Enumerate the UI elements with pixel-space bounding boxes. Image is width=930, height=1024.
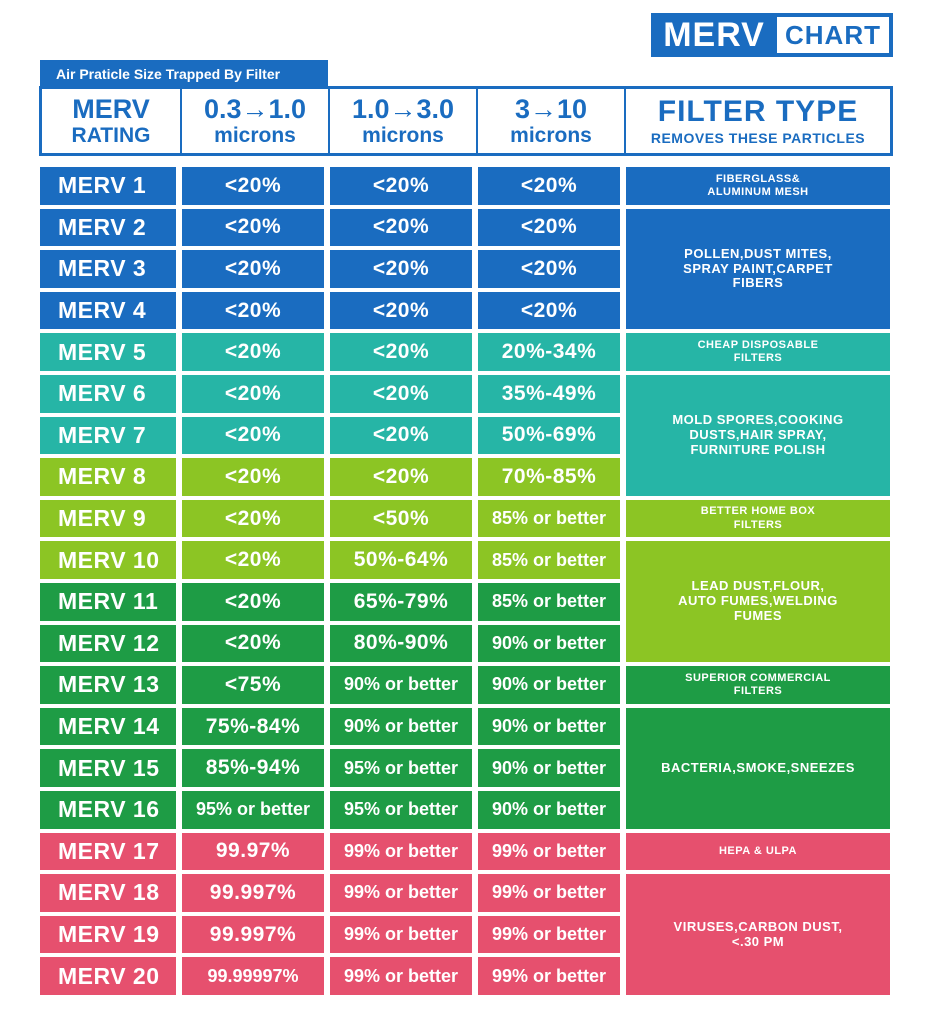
col-1-0-3-0-cell: <20% [330,375,472,413]
header-merv-rating [42,89,180,153]
col-1-0-3-0-cell: 99% or better [330,957,472,995]
col-0-3-1-0-cell: <20% [182,458,324,496]
merv-rating-cell: MERV 5 [40,333,176,371]
merv-rating-cell: MERV 18 [40,874,176,912]
filter-type-line: CHEAP DISPOSABLE [697,339,819,351]
filter-type-line: FIBERS [732,275,784,291]
header-rating-line2: RATING [71,124,151,147]
header-c1-line2: microns [214,124,296,147]
merv-rating-cell: MERV 20 [40,957,176,995]
col-0-3-1-0-cell: 75%-84% [182,708,324,746]
col-1-0-3-0-cell: <20% [330,458,472,496]
col-1-0-3-0-cell: <20% [330,209,472,247]
filter-type-line: BACTERIA,SMOKE,SNEEZES [661,759,855,775]
col-3-10-cell: 85% or better [478,583,620,621]
col-3-10-cell: 70%-85% [478,458,620,496]
merv-rating-cell: MERV 4 [40,292,176,330]
header-filter-line1: FILTER TYPE [657,95,859,128]
header-rating-line1: MERV [72,94,150,124]
filter-type-line: ALUMINUM MESH [707,185,809,198]
col-1-0-3-0-cell: <20% [330,292,472,330]
col-0-3-1-0-cell: <20% [182,541,324,579]
col-0-3-1-0-cell: <20% [182,417,324,455]
col-0-3-1-0-cell: <20% [182,583,324,621]
filter-type-line: BETTER HOME BOX [700,505,816,518]
badge-chart-text: CHART [777,17,889,53]
filter-type-line: LEAD DUST,FLOUR, [691,578,825,594]
merv-rating-cell: MERV 1 [40,167,176,205]
merv-rating-cell: MERV 7 [40,417,176,455]
col-1-0-3-0-cell: <20% [330,333,472,371]
col-3-10-cell: 85% or better [478,500,620,538]
filter-type-line: <.30 PM [731,933,785,949]
filter-type-line: SPRAY PAINT,CARPET [683,260,833,276]
header-c2-line1: 1.0→3.0 [351,94,455,124]
header-c1-line1: 0.3→1.0 [203,94,307,124]
col-3-10-cell: 90% or better [478,749,620,787]
particle-size-caption: Air Praticle Size Trapped By Filter [40,60,328,88]
filter-type-line: HEPA & ULPA [718,844,798,857]
merv-rating-cell: MERV 19 [40,916,176,954]
header-col-0-3-1-0 [182,89,328,153]
merv-rating-cell: MERV 16 [40,791,176,829]
filter-type-line: FILTERS [733,684,783,697]
header-col-3-10 [478,89,624,153]
col-3-10-cell: 85% or better [478,541,620,579]
col-3-10-cell: 99% or better [478,916,620,954]
col-1-0-3-0-cell: 95% or better [330,791,472,829]
filter-type-cell [626,333,890,371]
col-0-3-1-0-cell: 99.99997% [182,957,324,995]
merv-rating-cell: MERV 11 [40,583,176,621]
header-c2-line2: microns [362,124,444,147]
filter-type-cell [626,874,890,995]
header-filter-type [626,89,890,153]
merv-rating-cell: MERV 2 [40,209,176,247]
col-1-0-3-0-cell: 90% or better [330,708,472,746]
merv-rating-cell: MERV 10 [40,541,176,579]
header-c3-line2: microns [510,124,592,147]
filter-type-cell [626,833,890,871]
col-1-0-3-0-cell: 50%-64% [330,541,472,579]
filter-type-line: FILTERS [733,518,783,531]
col-1-0-3-0-cell: 90% or better [330,666,472,704]
merv-rating-cell: MERV 3 [40,250,176,288]
header-c3-line1: 3→10 [514,94,588,124]
filter-type-line: DUSTS,HAIR SPRAY, [689,426,827,442]
col-3-10-cell: 99% or better [478,833,620,871]
col-3-10-cell: 90% or better [478,666,620,704]
filter-type-line: POLLEN,DUST MITES, [684,245,832,261]
col-1-0-3-0-cell: <50% [330,500,472,538]
col-0-3-1-0-cell: <20% [182,250,324,288]
col-3-10-cell: <20% [478,167,620,205]
badge-merv-text: MERV [663,15,765,54]
col-0-3-1-0-cell: <75% [182,666,324,704]
header-filter-line2: REMOVES THESE PARTICLES [650,130,866,146]
col-3-10-cell: 99% or better [478,874,620,912]
table-header [39,86,893,156]
col-3-10-cell: 50%-69% [478,417,620,455]
header-col-1-0-3-0 [330,89,476,153]
col-3-10-cell: 35%-49% [478,375,620,413]
filter-type-cell [626,541,890,662]
col-3-10-cell: <20% [478,250,620,288]
filter-type-cell [626,209,890,330]
col-1-0-3-0-cell: 99% or better [330,874,472,912]
filter-type-line: FUMES [734,608,782,624]
merv-chart-badge [651,13,893,57]
col-3-10-cell: <20% [478,209,620,247]
filter-type-line: FIBERGLASS& [715,172,801,185]
merv-rating-cell: MERV 9 [40,500,176,538]
filter-type-line: FILTERS [733,352,783,365]
filter-type-line: AUTO FUMES,WELDING [678,593,838,609]
col-3-10-cell: <20% [478,292,620,330]
col-0-3-1-0-cell: 85%-94% [182,749,324,787]
col-3-10-cell: 99% or better [478,957,620,995]
col-1-0-3-0-cell: <20% [330,250,472,288]
col-1-0-3-0-cell: <20% [330,167,472,205]
col-0-3-1-0-cell: 99.997% [182,874,324,912]
filter-type-cell [626,375,890,496]
merv-rating-cell: MERV 6 [40,375,176,413]
col-0-3-1-0-cell: 99.997% [182,916,324,954]
col-0-3-1-0-cell: 95% or better [182,791,324,829]
col-0-3-1-0-cell: <20% [182,375,324,413]
col-1-0-3-0-cell: 99% or better [330,916,472,954]
col-1-0-3-0-cell: <20% [330,417,472,455]
col-0-3-1-0-cell: <20% [182,167,324,205]
filter-type-line: SUPERIOR COMMERCIAL [685,671,831,684]
col-1-0-3-0-cell: 99% or better [330,833,472,871]
col-3-10-cell: 90% or better [478,625,620,663]
col-3-10-cell: 90% or better [478,708,620,746]
col-1-0-3-0-cell: 65%-79% [330,583,472,621]
merv-rating-cell: MERV 8 [40,458,176,496]
col-0-3-1-0-cell: <20% [182,292,324,330]
merv-rating-cell: MERV 12 [40,625,176,663]
col-0-3-1-0-cell: <20% [182,625,324,663]
col-1-0-3-0-cell: 80%-90% [330,625,472,663]
col-0-3-1-0-cell: <20% [182,500,324,538]
col-0-3-1-0-cell: <20% [182,333,324,371]
col-0-3-1-0-cell: <20% [182,209,324,247]
col-1-0-3-0-cell: 95% or better [330,749,472,787]
filter-type-cell [626,666,890,704]
merv-rating-cell: MERV 17 [40,833,176,871]
merv-rating-cell: MERV 15 [40,749,176,787]
merv-rating-cell: MERV 14 [40,708,176,746]
col-3-10-cell: 20%-34% [478,333,620,371]
col-3-10-cell: 90% or better [478,791,620,829]
filter-type-cell [626,167,890,205]
filter-type-line: FURNITURE POLISH [690,441,826,457]
filter-type-cell [626,500,890,538]
filter-type-cell [626,708,890,829]
merv-rating-cell: MERV 13 [40,666,176,704]
filter-type-line: MOLD SPORES,COOKING [672,411,844,427]
col-0-3-1-0-cell: 99.97% [182,833,324,871]
filter-type-line: VIRUSES,CARBON DUST, [673,918,843,934]
